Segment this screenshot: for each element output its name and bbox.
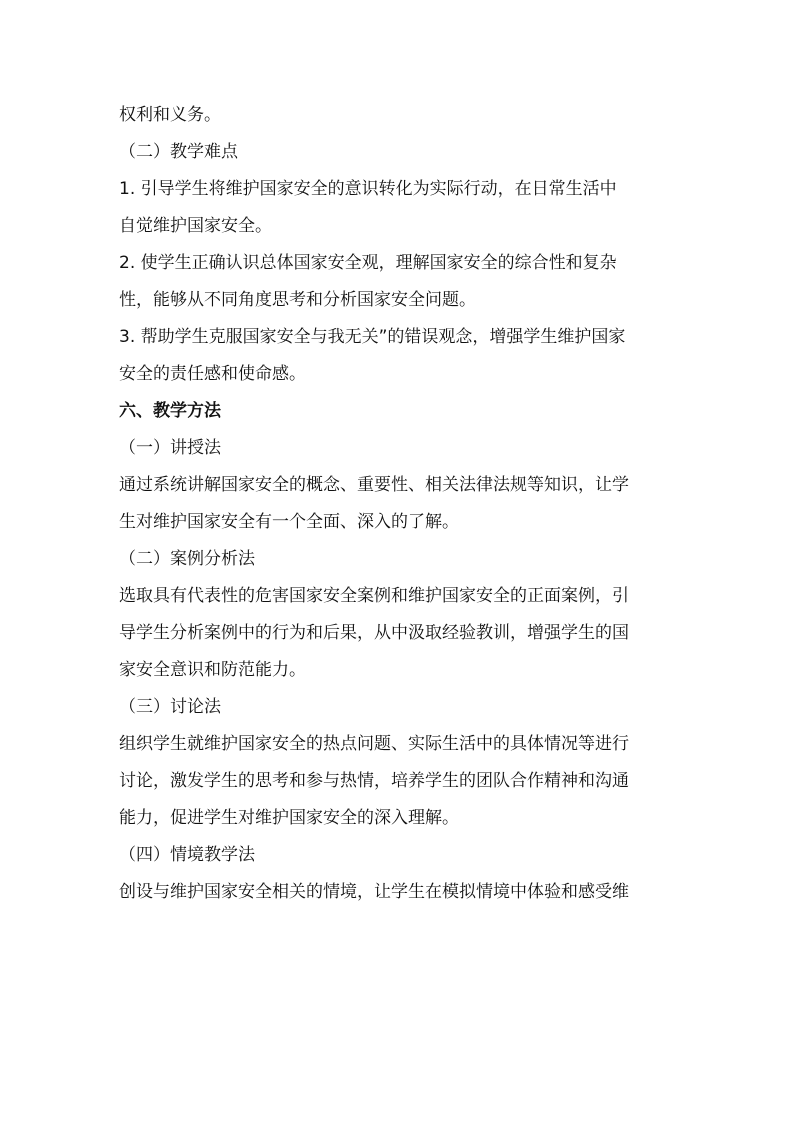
subsection-heading: （一）讲授法 [119, 438, 221, 458]
body-text-line: 2. 使学生正确认识总体国家安全观，理解国家安全的综合性和复杂 [119, 253, 617, 273]
body-text-line: 通过系统讲解国家安全的概念、重要性、相关法律法规等知识，让学 [119, 475, 629, 495]
body-text-line: 生对维护国家安全有一个全面、深入的了解。 [119, 512, 459, 532]
body-text-line: 1. 引导学生将维护国家安全的意识转化为实际行动，在日常生活中 [119, 179, 617, 199]
body-text-line: 导学生分析案例中的行为和后果，从中汲取经验教训，增强学生的国 [119, 623, 629, 643]
document-body [119, 97, 679, 911]
body-text-line: 性，能够从不同角度思考和分析国家安全问题。 [119, 290, 476, 310]
body-text-line: 自觉维护国家安全。 [119, 216, 272, 236]
body-text-line: 安全的责任感和使命感。 [119, 364, 306, 384]
body-text-line: 能力，促进学生对维护国家安全的深入理解。 [119, 808, 459, 828]
body-text-line: 组织学生就维护国家安全的热点问题、实际生活中的具体情况等进行 [119, 734, 629, 754]
subsection-heading: （四）情境教学法 [119, 845, 255, 865]
body-text-line: 权利和义务。 [119, 105, 221, 125]
subsection-heading: （二）教学难点 [119, 142, 238, 162]
body-text-line: 讨论，激发学生的思考和参与热情，培养学生的团队合作精神和沟通 [119, 771, 629, 791]
body-text-line: 创设与维护国家安全相关的情境，让学生在模拟情境中体验和感受维 [119, 882, 629, 902]
subsection-heading: （二）案例分析法 [119, 549, 255, 569]
body-text-line: 3. 帮助学生克服国家安全与我无关”的错误观念，增强学生维护国家 [119, 327, 626, 347]
body-text-line: 选取具有代表性的危害国家安全案例和维护国家安全的正面案例，引 [119, 586, 629, 606]
subsection-heading: （三）讨论法 [119, 697, 221, 717]
body-text-line: 家安全意识和防范能力。 [119, 660, 306, 680]
section-heading: 六、教学方法 [119, 401, 221, 421]
